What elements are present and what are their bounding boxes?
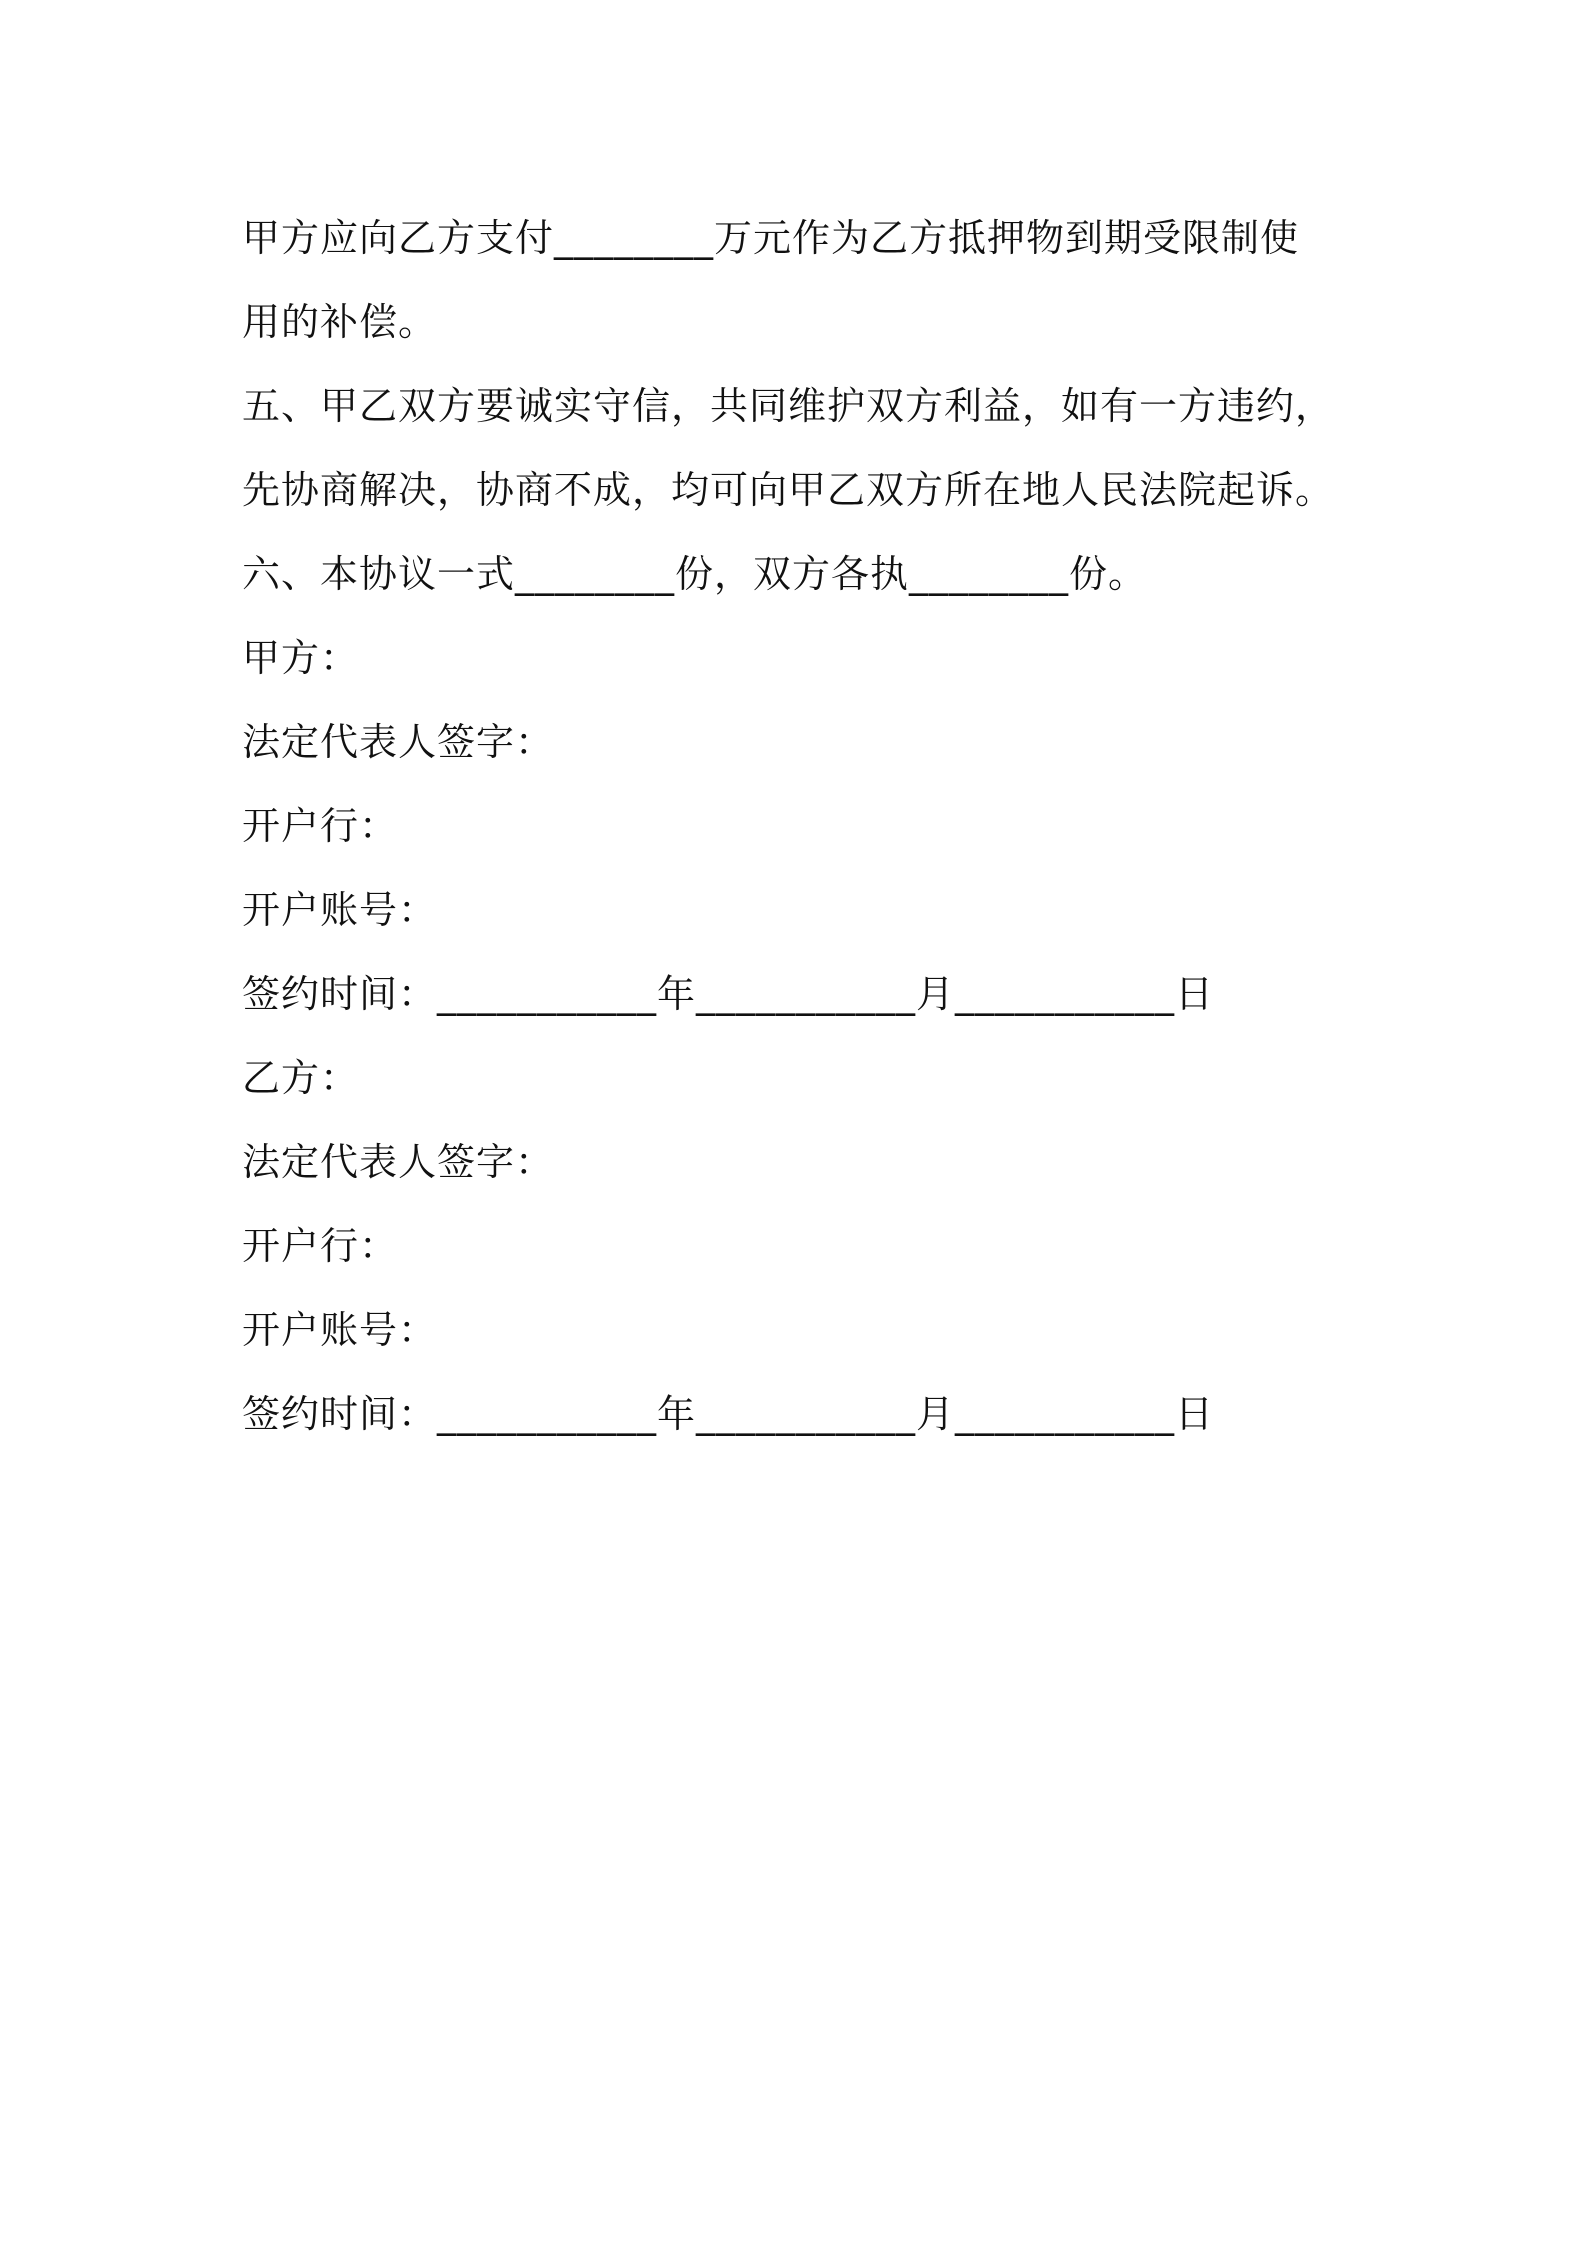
party-a-account: 开户账号： <box>242 888 438 932</box>
document-body <box>242 196 1362 1456</box>
party-a-bank: 开户行： <box>242 804 399 848</box>
party-b-account: 开户账号： <box>242 1308 438 1352</box>
party-a-representative-signature: 法定代表人签字： <box>242 720 555 764</box>
payment-clause-line-1: 甲方应向乙方支付________万元作为乙方抵押物到期受限制使 <box>242 216 1300 260</box>
party-a-heading: 甲方： <box>242 636 360 680</box>
party-b-bank: 开户行： <box>242 1224 399 1268</box>
party-b-signing-date: 签约时间：___________年___________月___________日 <box>242 1392 1215 1436</box>
party-b-heading: 乙方： <box>242 1056 360 1100</box>
payment-clause-line-2: 用的补偿。 <box>242 300 438 344</box>
party-a-signing-date: 签约时间：___________年___________月___________日 <box>242 972 1215 1016</box>
clause-six: 六、本协议一式________份，双方各执________份。 <box>242 552 1148 596</box>
party-b-representative-signature: 法定代表人签字： <box>242 1140 555 1184</box>
clause-five-line-1: 五、甲乙双方要诚实守信，共同维护双方利益，如有一方违约， <box>242 384 1335 428</box>
clause-five-line-2: 先协商解决，协商不成，均可向甲乙双方所在地人民法院起诉。 <box>242 468 1335 512</box>
